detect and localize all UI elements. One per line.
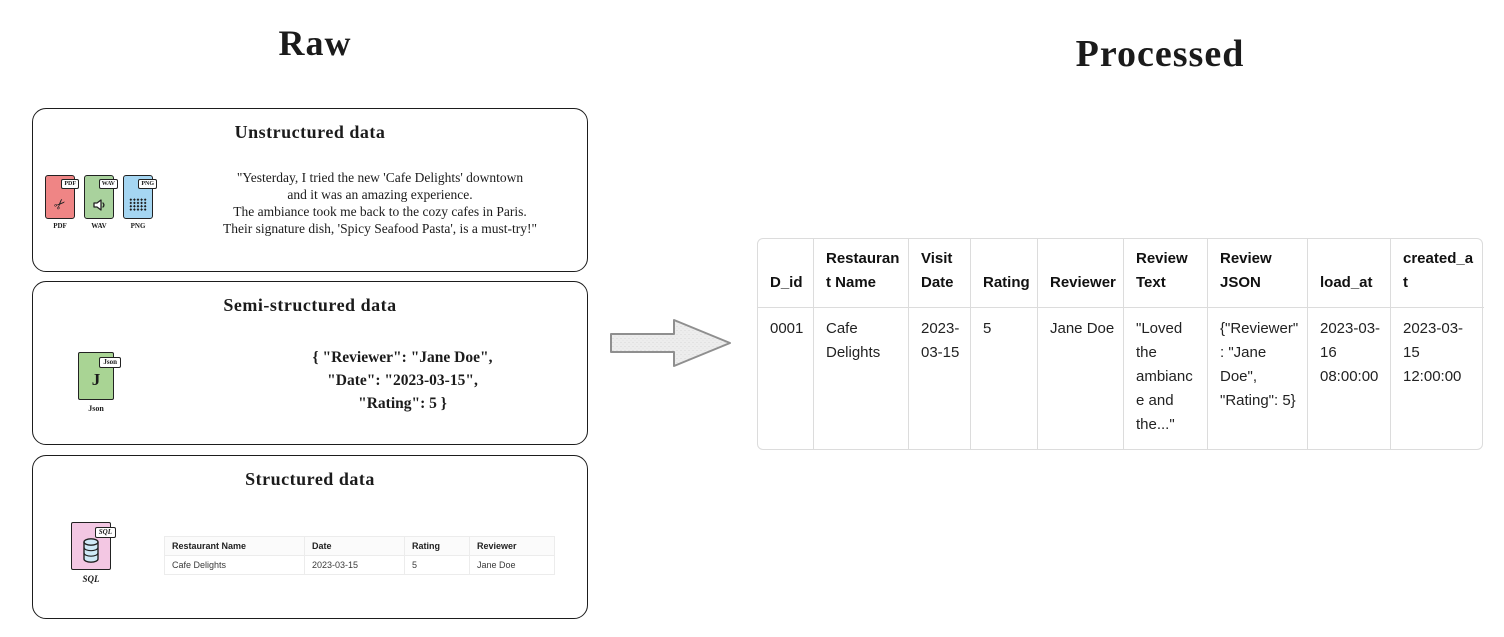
json-line: "Date": "2023-03-15", [327,372,478,389]
data-cell-visit-date: 2023-03-15 [909,308,971,449]
transform-arrow-icon [608,313,736,373]
header-cell-rating: Rating [971,239,1038,308]
json-caption: Json [88,404,104,413]
header-cell: Reviewer [470,537,555,556]
structured-data-panel [32,455,588,619]
processed-data-table [757,238,1483,450]
pdf-caption: PDF [53,222,67,230]
semi-structured-data-panel [32,281,588,445]
raw-column-title: Raw [278,23,352,63]
data-cell-load-at: 2023-03-16 08:00:00 [1308,308,1391,449]
data-cell-review-text: "Loved the ambiance and the..." [1124,308,1208,449]
data-cell-reviewer: Jane Doe [1038,308,1124,449]
speaker-icon [91,197,107,213]
json-line: { "Reviewer": "Jane Doe", [312,349,493,366]
data-cell: 2023-03-15 [305,556,405,575]
data-cell-created-at: 2023-03-15 12:00:00 [1403,320,1464,385]
wav-file [84,175,114,230]
pdf-file-icon [45,175,75,219]
unstructured-panel-title: Unstructured data [234,122,386,142]
pdf-file [45,175,75,230]
data-cell-review-json: {"Reviewer": "Jane Doe", "Rating": 5} [1208,308,1308,449]
data-cell: Jane Doe [470,556,555,575]
scissors-icon: ✂ [50,194,70,214]
database-icon [80,537,102,565]
quote-line: and it was an amazing experience. [287,187,473,202]
header-cell-d-id: D_id [758,239,814,308]
header-cell-review-json: Review JSON [1208,239,1308,308]
data-cell: Cafe Delights [165,556,305,575]
semi-structured-panel-title: Semi-structured data [223,295,397,315]
json-tag-label: Json [99,357,121,368]
data-cell: 5 [405,556,470,575]
header-cell-restaurant-name: Restaurant Name [814,239,909,308]
table-header-row [165,537,555,556]
png-file [123,175,153,230]
unstructured-data-panel [32,108,588,272]
data-cell-rating: 5 [971,308,1038,449]
header-cell: Restaurant Name [165,537,305,556]
header-cell-load-at: load_at [1308,239,1391,308]
json-letter: J [91,370,101,389]
pixel-grid-icon [129,198,147,211]
wav-file-icon [84,175,114,219]
quote-line: The ambiance took me back to the cozy cafes in Paris. [233,204,527,219]
review-quote-text [179,169,581,237]
json-snippet-text [248,346,557,415]
json-file-icon [78,352,117,400]
processed-column-title: Processed [1075,33,1245,75]
png-caption: PNG [130,222,146,230]
png-file-icon [123,175,153,219]
header-cell: Date [305,537,405,556]
header-cell-reviewer: Reviewer [1038,239,1124,308]
sql-tag-label: SQL [95,527,116,538]
json-line: "Rating": 5 } [358,395,447,412]
sql-file-icon [71,522,111,570]
png-tag-label: PNG [138,179,157,189]
header-cell-review-text: Review Text [1124,239,1208,308]
quote-line: Their signature dish, 'Spicy Seafood Pasta', is a must-try!" [222,221,538,236]
header-cell-visit-date: Visit Date [909,239,971,308]
header-cell: Rating [405,537,470,556]
wav-caption: WAV [91,222,107,230]
structured-panel-title: Structured data [245,469,375,489]
data-cell-d-id: 0001 [758,308,814,449]
data-cell-restaurant-name: Cafe Delights [814,308,909,449]
pdf-tag-label: PDF [61,179,79,189]
wav-tag-label: WAV [99,179,118,189]
structured-preview-table [164,536,555,575]
file-type-icons [45,175,153,230]
table-row [165,556,555,575]
quote-line: "Yesterday, I tried the new 'Cafe Delights' downtown [236,170,524,185]
sql-caption: SQL [82,574,100,584]
header-cell-created-at: created_at [1391,239,1484,308]
